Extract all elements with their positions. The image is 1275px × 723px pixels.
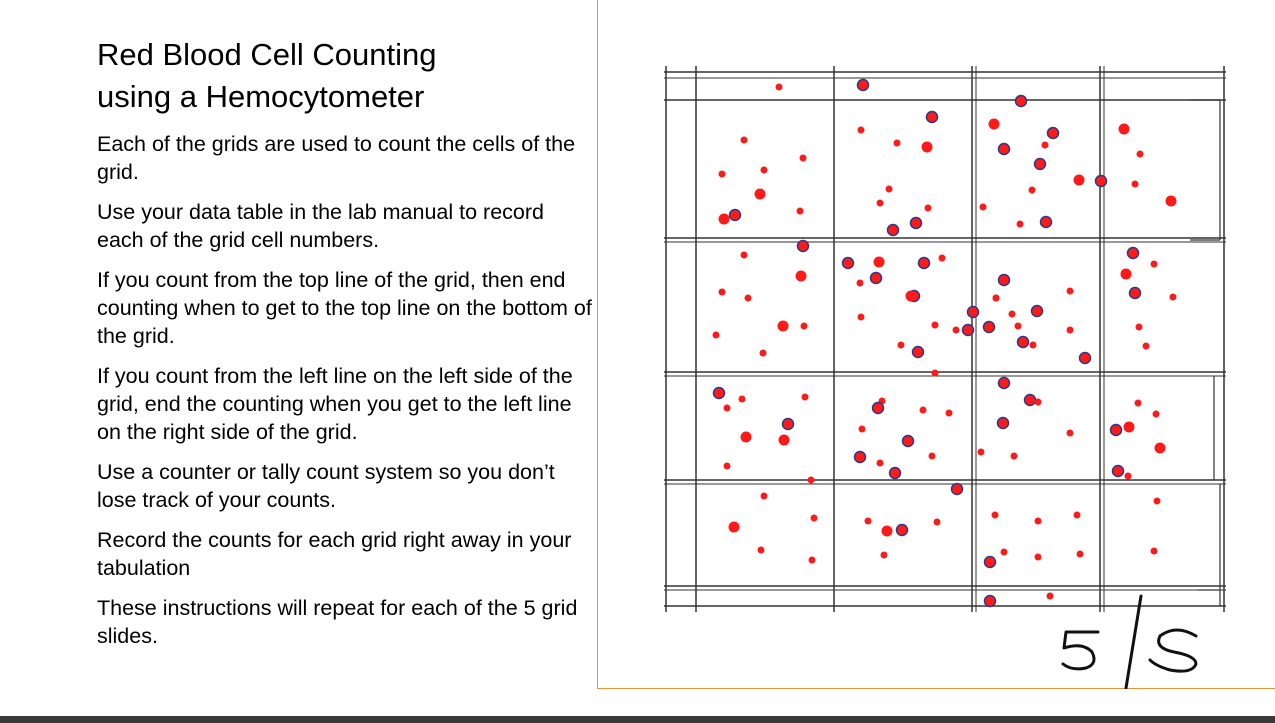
blood-cells xyxy=(713,80,1177,607)
instruction-paragraph-6: Record the counts for each grid right away in your tabulation xyxy=(97,528,572,580)
red-blood-cell xyxy=(739,396,746,403)
instruction-paragraph-3: If you count from the top line of the grid, then end counting when to get to the top line on the bottom of the grid. xyxy=(97,268,592,348)
red-blood-cell xyxy=(989,119,1000,130)
red-blood-cell xyxy=(1124,422,1135,433)
red-blood-cell xyxy=(1170,294,1177,301)
red-blood-cell xyxy=(1017,221,1024,228)
red-blood-cell xyxy=(729,522,740,533)
red-blood-cell xyxy=(1125,473,1132,480)
red-blood-cell xyxy=(724,405,731,412)
red-blood-cell xyxy=(1130,288,1141,299)
red-blood-cell xyxy=(1047,593,1054,600)
red-blood-cell xyxy=(1151,548,1158,555)
red-blood-cell xyxy=(1113,466,1124,477)
red-blood-cell xyxy=(741,252,748,259)
red-blood-cell xyxy=(801,323,808,330)
red-blood-cell xyxy=(894,140,901,147)
red-blood-cell xyxy=(903,436,914,447)
red-blood-cell xyxy=(1016,96,1027,107)
red-blood-cell xyxy=(1111,425,1122,436)
red-blood-cell xyxy=(1032,306,1043,317)
red-blood-cell xyxy=(877,200,884,207)
red-blood-cell xyxy=(1067,288,1074,295)
red-blood-cell xyxy=(857,280,864,287)
red-blood-cell xyxy=(1096,176,1107,187)
red-blood-cell xyxy=(984,322,995,333)
red-blood-cell xyxy=(932,322,939,329)
red-blood-cell xyxy=(809,557,816,564)
red-blood-cell xyxy=(1121,269,1132,280)
red-blood-cell xyxy=(1001,549,1008,556)
red-blood-cell xyxy=(897,525,908,536)
red-blood-cell xyxy=(783,419,794,430)
red-blood-cell xyxy=(1132,181,1139,188)
red-blood-cell xyxy=(1035,159,1046,170)
red-blood-cell xyxy=(1011,453,1018,460)
red-blood-cell xyxy=(1135,400,1142,407)
red-blood-cell xyxy=(741,432,752,443)
red-blood-cell xyxy=(1018,337,1029,348)
red-blood-cell xyxy=(779,435,790,446)
red-blood-cell xyxy=(1155,443,1166,454)
red-blood-cell xyxy=(873,403,884,414)
instructions-panel xyxy=(97,34,592,662)
red-blood-cell xyxy=(865,518,872,525)
red-blood-cell xyxy=(858,314,865,321)
red-blood-cell xyxy=(946,410,953,417)
red-blood-cell xyxy=(929,453,936,460)
red-blood-cell xyxy=(911,218,922,229)
red-blood-cell xyxy=(1029,187,1036,194)
red-blood-cell xyxy=(953,327,960,334)
red-blood-cell xyxy=(922,142,933,153)
red-blood-cell xyxy=(802,394,809,401)
red-blood-cell xyxy=(1137,151,1144,158)
red-blood-cell xyxy=(808,477,815,484)
red-blood-cell xyxy=(1136,324,1143,331)
red-blood-cell xyxy=(858,127,865,134)
red-blood-cell xyxy=(1151,261,1158,268)
red-blood-cell xyxy=(874,257,885,268)
red-blood-cell xyxy=(776,84,783,91)
red-blood-cell xyxy=(796,271,807,282)
red-blood-cell xyxy=(890,468,901,479)
hemocytometer-image xyxy=(597,0,1275,689)
page-indicator: 5/5 xyxy=(1056,675,1058,676)
red-blood-cell xyxy=(1035,554,1042,561)
red-blood-cell xyxy=(1077,551,1084,558)
red-blood-cell xyxy=(719,171,726,178)
red-blood-cell xyxy=(1119,124,1130,135)
red-blood-cell xyxy=(761,493,768,500)
red-blood-cell xyxy=(920,407,927,414)
instruction-paragraph-4: If you count from the left line on the left side of the grid, end the counting when you get to the left line on the right side of the grid. xyxy=(97,364,573,444)
red-blood-cell xyxy=(811,515,818,522)
red-blood-cell xyxy=(1080,353,1091,364)
red-blood-cell xyxy=(1154,498,1161,505)
red-blood-cell xyxy=(713,332,720,339)
red-blood-cell xyxy=(1143,343,1150,350)
red-blood-cell xyxy=(913,347,924,358)
red-blood-cell xyxy=(1153,411,1160,418)
red-blood-cell xyxy=(859,426,866,433)
red-blood-cell xyxy=(888,225,899,236)
instruction-paragraph-1: Each of the grids are used to count the cells of the grid. xyxy=(97,132,576,184)
red-blood-cell xyxy=(741,137,748,144)
red-blood-cell xyxy=(919,258,930,269)
slide-title xyxy=(97,34,592,118)
instruction-paragraph-7: These instructions will repeat for each of the 5 grid slides. xyxy=(97,596,578,648)
title-line-2: using a Hemocytometer xyxy=(97,79,425,114)
red-blood-cell xyxy=(925,205,932,212)
red-blood-cell xyxy=(999,378,1010,389)
red-blood-cell xyxy=(968,307,979,318)
red-blood-cell xyxy=(1074,512,1081,519)
red-blood-cell xyxy=(1025,395,1036,406)
red-blood-cell xyxy=(855,452,866,463)
red-blood-cell xyxy=(963,325,974,336)
red-blood-cell xyxy=(758,547,765,554)
red-blood-cell xyxy=(858,80,869,91)
red-blood-cell xyxy=(760,350,767,357)
red-blood-cell xyxy=(898,342,905,349)
red-blood-cell xyxy=(980,204,987,211)
title-line-1: Red Blood Cell Counting xyxy=(97,37,437,72)
red-blood-cell xyxy=(719,214,730,225)
red-blood-cell xyxy=(999,275,1010,286)
red-blood-cell xyxy=(843,258,854,269)
red-blood-cell xyxy=(932,370,939,377)
red-blood-cell xyxy=(798,241,809,252)
red-blood-cell xyxy=(877,460,884,467)
red-blood-cell xyxy=(1015,323,1022,330)
red-blood-cell xyxy=(985,557,996,568)
red-blood-cell xyxy=(1041,217,1052,228)
red-blood-cell xyxy=(999,144,1010,155)
handwritten-page-indicator xyxy=(1063,596,1196,688)
red-blood-cell xyxy=(881,552,888,559)
red-blood-cell xyxy=(998,418,1009,429)
red-blood-cell xyxy=(1128,248,1139,259)
instruction-paragraph-2: Use your data table in the lab manual to record each of the grid cell numbers. xyxy=(97,200,544,252)
red-blood-cell xyxy=(1035,518,1042,525)
red-blood-cell xyxy=(1042,142,1049,149)
red-blood-cell xyxy=(1009,311,1016,318)
red-blood-cell xyxy=(906,291,917,302)
red-blood-cell xyxy=(882,526,893,537)
red-blood-cell xyxy=(886,186,893,193)
red-blood-cell xyxy=(1074,175,1085,186)
red-blood-cell xyxy=(939,255,946,262)
red-blood-cell xyxy=(993,295,1000,302)
grid-lines xyxy=(664,66,1226,612)
instruction-paragraph-5: Use a counter or tally count system so you don’t lose track of your counts. xyxy=(97,460,555,512)
red-blood-cell xyxy=(1067,327,1074,334)
red-blood-cell xyxy=(934,519,941,526)
red-blood-cell xyxy=(745,295,752,302)
red-blood-cell xyxy=(1048,128,1059,139)
red-blood-cell xyxy=(1067,430,1074,437)
red-blood-cell xyxy=(871,273,882,284)
red-blood-cell xyxy=(927,112,938,123)
red-blood-cell xyxy=(978,449,985,456)
red-blood-cell xyxy=(778,321,789,332)
hemocytometer-grid xyxy=(598,0,1275,689)
red-blood-cell xyxy=(797,208,804,215)
red-blood-cell xyxy=(985,596,996,607)
red-blood-cell xyxy=(730,210,741,221)
red-blood-cell xyxy=(1166,196,1177,207)
red-blood-cell xyxy=(992,512,999,519)
red-blood-cell xyxy=(800,155,807,162)
red-blood-cell xyxy=(724,463,731,470)
red-blood-cell xyxy=(714,388,725,399)
red-blood-cell xyxy=(1035,399,1042,406)
red-blood-cell xyxy=(761,167,768,174)
red-blood-cell xyxy=(719,289,726,296)
bottom-bar xyxy=(0,716,1275,723)
red-blood-cell xyxy=(952,484,963,495)
red-blood-cell xyxy=(1030,342,1037,349)
red-blood-cell xyxy=(755,189,766,200)
